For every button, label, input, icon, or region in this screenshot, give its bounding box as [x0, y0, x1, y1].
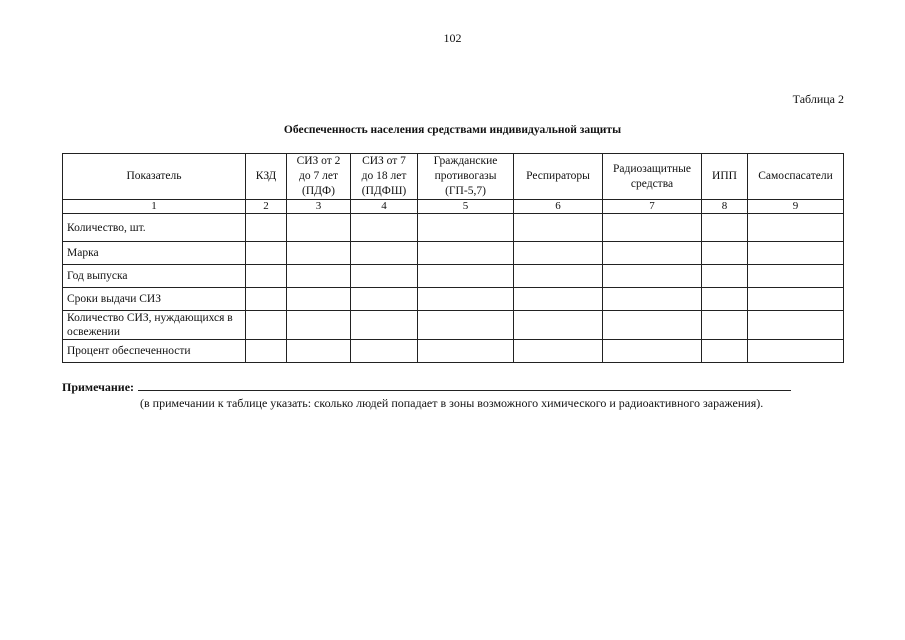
table-cell[interactable] [702, 311, 748, 340]
table-cell[interactable] [246, 214, 287, 242]
table-cell[interactable] [246, 242, 287, 265]
table-cell[interactable] [246, 340, 287, 363]
row-label: Количество, шт. [63, 214, 246, 242]
table-cell[interactable] [748, 288, 844, 311]
table-cell[interactable] [351, 340, 418, 363]
column-number: 3 [287, 200, 351, 214]
table-cell[interactable] [351, 265, 418, 288]
column-number: 5 [418, 200, 514, 214]
table-cell[interactable] [702, 242, 748, 265]
table-cell[interactable] [514, 288, 603, 311]
column-header: СИЗ от 7 до 18 лет (ПДФШ) [351, 154, 418, 200]
table-cell[interactable] [246, 288, 287, 311]
table-row [63, 265, 844, 288]
column-header: Респираторы [514, 154, 603, 200]
column-number: 8 [702, 200, 748, 214]
table-cell[interactable] [603, 311, 702, 340]
table-title: Обеспеченность населения средствами индивидуальной защиты [283, 124, 622, 136]
table-cell[interactable] [514, 214, 603, 242]
table-cell[interactable] [246, 265, 287, 288]
row-label: Сроки выдачи СИЗ [63, 288, 246, 311]
table-cell[interactable] [702, 214, 748, 242]
table-cell[interactable] [287, 340, 351, 363]
column-number-row [63, 200, 844, 214]
table-row [63, 288, 844, 311]
column-header: КЗД [246, 154, 287, 200]
column-number: 9 [748, 200, 844, 214]
table-label: Таблица 2 [792, 92, 844, 106]
table-cell[interactable] [287, 288, 351, 311]
note [62, 380, 791, 395]
column-header: СИЗ от 2 до 7 лет (ПДФ) [287, 154, 351, 200]
table-cell[interactable] [514, 340, 603, 363]
column-number: 6 [514, 200, 603, 214]
table-cell[interactable] [603, 340, 702, 363]
column-header: Самоспасатели [748, 154, 844, 200]
table-cell[interactable] [418, 340, 514, 363]
column-header: Радиозащитные средства [603, 154, 702, 200]
column-number: 4 [351, 200, 418, 214]
table-cell[interactable] [603, 265, 702, 288]
table-cell[interactable] [351, 242, 418, 265]
table-cell[interactable] [418, 242, 514, 265]
table-row [63, 311, 844, 340]
table-cell[interactable] [287, 242, 351, 265]
column-number: 2 [246, 200, 287, 214]
column-number: 7 [603, 200, 702, 214]
table-row [63, 242, 844, 265]
table-cell[interactable] [702, 288, 748, 311]
table-cell[interactable] [287, 214, 351, 242]
table-cell[interactable] [418, 214, 514, 242]
table-cell[interactable] [351, 311, 418, 340]
header-row [63, 154, 844, 200]
page-number: 102 [443, 31, 462, 45]
table-cell[interactable] [418, 311, 514, 340]
column-header: ИПП [702, 154, 748, 200]
note-blank-line[interactable] [138, 381, 791, 391]
table-cell[interactable] [748, 242, 844, 265]
ppe-table [62, 153, 844, 363]
row-label: Марка [63, 242, 246, 265]
table-cell[interactable] [603, 288, 702, 311]
row-label: Процент обеспеченности [63, 340, 246, 363]
table-row [63, 214, 844, 242]
table-cell[interactable] [748, 265, 844, 288]
table-cell[interactable] [351, 288, 418, 311]
column-header: Гражданские противогазы (ГП-5,7) [418, 154, 514, 200]
table-row [63, 340, 844, 363]
table-cell[interactable] [351, 214, 418, 242]
table-cell[interactable] [514, 242, 603, 265]
table-cell[interactable] [514, 311, 603, 340]
table-cell[interactable] [702, 340, 748, 363]
table-cell[interactable] [287, 265, 351, 288]
table-cell[interactable] [603, 214, 702, 242]
column-header: Показатель [63, 154, 246, 200]
row-label: Год выпуска [63, 265, 246, 288]
table-cell[interactable] [702, 265, 748, 288]
note-label: Примечание: [62, 380, 135, 394]
table-cell[interactable] [514, 265, 603, 288]
table-cell[interactable] [603, 242, 702, 265]
table-cell[interactable] [748, 340, 844, 363]
row-label: Количество СИЗ, нуждающихся в освежении [63, 311, 246, 340]
table-cell[interactable] [748, 311, 844, 340]
table-cell[interactable] [246, 311, 287, 340]
table-cell[interactable] [418, 288, 514, 311]
note-text: (в примечании к таблице указать: сколько людей попадает в зоны возможного химического и радиоактивного заражения). [140, 396, 764, 410]
table-cell[interactable] [418, 265, 514, 288]
column-number: 1 [63, 200, 246, 214]
table-cell[interactable] [748, 214, 844, 242]
table-cell[interactable] [287, 311, 351, 340]
